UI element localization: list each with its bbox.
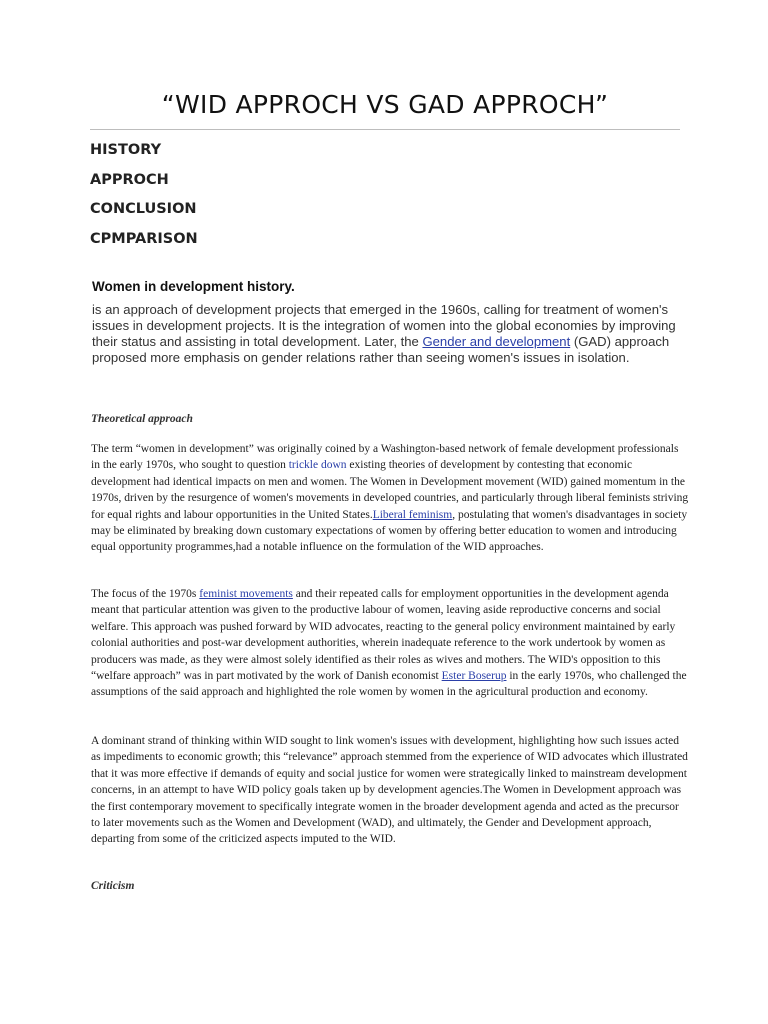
table-of-contents xyxy=(90,140,198,259)
intro-text-1: is an approach of development projects that emerged in the 1960s, calling for treatment of women's issues in development projects. It is the integration of women into the global economies by improving their status and assisting in total development. Later, the xyxy=(92,302,676,349)
intro-text-2: (GAD) approach proposed more emphasis on gender relations rather than seeing women's issues in isolation. xyxy=(92,334,670,365)
intro-paragraph xyxy=(92,302,682,366)
paragraph-theoretical-3: A dominant strand of thinking within WID sought to link women's issues with development, highlighting how such issues acted as impediments to economic growth; this “relevance” approach stemmed from the experience of WID advocates which illustrated that it was more effective if demands of equity and social justice for women were strategically linked to mainstream development concerns, in an attempt to have WID policy goals taken up by development agencies.The Women in Development approach was the first contemporary movement to specifically integrate women in the broader development agenda and acted as the precursor to later movements such as the Women and Development (WAD), and ultimately, the Gender and Development approach, departing from some of the criticized aspects imputed to the WID. xyxy=(91,735,688,846)
gender-and-development-link[interactable]: Gender and development xyxy=(422,334,571,349)
section-heading-history: Women in development history. xyxy=(92,279,295,294)
document-title: “WID APPROCH VS GAD APPROCH” xyxy=(161,90,609,119)
theoretical-approach-heading: Theoretical approach xyxy=(91,413,193,425)
toc-item-approch: APPROCH xyxy=(90,171,169,188)
trickle-down-link[interactable]: trickle down xyxy=(288,459,347,472)
para2-text-2: and their repeated calls for employment opportunities in the development agenda meant that particular attention was given to the productive labour of women, leaving aside reproductive concerns and social welfare. This approach was pushed forward by WID advocates, reacting to the general policy environment maintained by early colonial authorities and post-war development authorities, wherein inadequate reference to the work undertook by women as producers was made, as they were almost solely identified as their roles as wives and mothers. The WID's opposition to this “welfare approach” was in part motivated by the work of Danish economist xyxy=(91,588,676,683)
para2-text-3: in the early 1970s, who challenged the assumptions of the said approach and highlighted the role women by women in the agricultural production and economy. xyxy=(91,670,687,699)
para1-text-3: , postulating that women's disadvantages in society may be eliminated by breaking down customary expectations of women by offering better education to women and introducing equal opportunity programmes,had a notable influence on the formulation of the WID approaches. xyxy=(91,508,688,554)
para1-text-2: existing theories of development by contesting that economic development had identical impacts on men and women. The Women in Development movement (WID) gained momentum in the 1970s, driven by the resurgence of women's movements in developed countries, and particularly through liberal feminists striving for equal rights and labour opportunities in the United States. xyxy=(91,459,689,521)
toc-item-comparison: CPMPARISON xyxy=(90,231,198,248)
toc-item-conclusion: CONCLUSION xyxy=(90,201,197,218)
paragraph-theoretical-2 xyxy=(91,586,689,701)
title-divider xyxy=(90,129,680,130)
ester-boserup-link[interactable]: Ester Boserup xyxy=(441,670,507,683)
paragraph-theoretical-1 xyxy=(91,441,689,556)
para1-text-1: The term “women in development” was originally coined by a Washington-based network of female development professionals in the early 1970s, who sought to question xyxy=(91,443,679,472)
para2-text-1: The focus of the 1970s xyxy=(91,588,200,600)
criticism-heading: Criticism xyxy=(91,880,135,892)
feminist-movements-link[interactable]: feminist movements xyxy=(199,588,293,600)
toc-item-history: HISTORY xyxy=(90,142,162,158)
liberal-feminism-link[interactable]: Liberal feminism xyxy=(372,508,453,521)
